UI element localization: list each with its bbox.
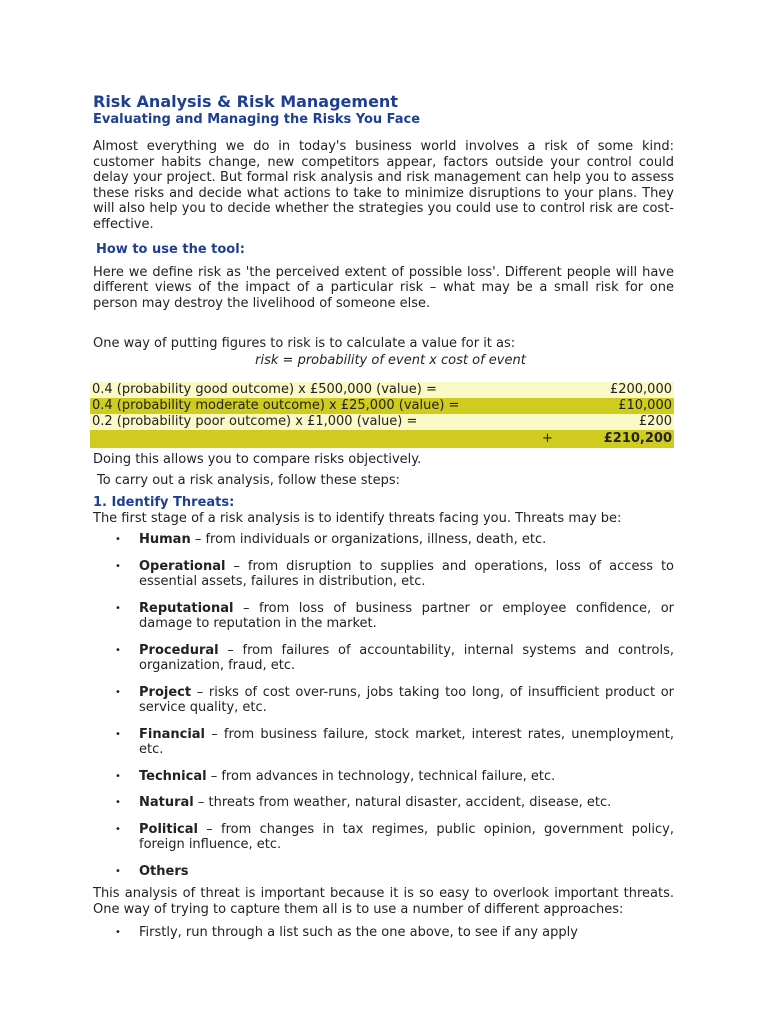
calc-row xyxy=(90,382,674,398)
threat-item xyxy=(93,601,674,632)
threat-description: – from business failure, stock market, interest rates, unemployment, etc. xyxy=(139,726,674,757)
calc-row-value: £10,000 xyxy=(618,398,672,413)
bullet-icon: • xyxy=(115,823,121,835)
bullet-icon: • xyxy=(115,797,121,808)
step1-heading: 1. Identify Threats: xyxy=(93,495,235,510)
threat-term: Project xyxy=(139,684,192,700)
threat-term: Reputational xyxy=(139,600,234,616)
calc-row-value: £200,000 xyxy=(609,382,672,397)
threat-item xyxy=(93,685,674,716)
calc-total-operator: + xyxy=(542,431,553,446)
document-content xyxy=(93,92,674,941)
threat-term: Human xyxy=(139,532,191,547)
how-to-paragraph: Here we define risk as 'the perceived extent of possible loss'. Different people will have different views of the impact of a particular risk – what may be a small risk for one person may destroy the livelihood of someone else. xyxy=(93,264,674,311)
threats-list xyxy=(93,532,674,879)
step1-text: The first stage of a risk analysis is to identify threats facing you. Threats may be: xyxy=(93,510,622,526)
bullet-icon: • xyxy=(115,770,121,782)
page-title: Risk Analysis & Risk Management xyxy=(93,92,398,111)
calc-row-label: 0.4 (probability good outcome) x £500,000 (value) = xyxy=(92,382,437,397)
formula-intro: One way of putting figures to risk is to calculate a value for it as: xyxy=(93,336,516,351)
calc-total-row xyxy=(90,430,674,448)
bullet-icon: • xyxy=(115,927,121,938)
threat-description: – risks of cost over-runs, jobs taking too long, of insufficient product or service quality, etc. xyxy=(139,684,674,715)
threat-term: Procedural xyxy=(139,642,219,658)
threat-term: Others xyxy=(139,863,189,879)
calc-row xyxy=(90,414,674,430)
threat-description: – from advances in technology, technical failure, etc. xyxy=(206,768,556,784)
threat-term: Natural xyxy=(139,795,194,810)
threat-item xyxy=(93,822,674,853)
how-to-heading: How to use the tool: xyxy=(96,242,245,257)
threat-item xyxy=(93,727,674,758)
threat-term: Political xyxy=(139,821,198,837)
calc-total-wrap xyxy=(90,430,674,448)
bullet-icon: • xyxy=(115,560,121,572)
bullet-icon: • xyxy=(115,728,121,740)
risk-calculation-table xyxy=(90,382,674,448)
threat-description: – from loss of business partner or employee confidence, or damage to reputation in the market. xyxy=(139,600,674,631)
compare-text: Doing this allows you to compare risks objectively. xyxy=(93,452,422,467)
approach-text: Firstly, run through a list such as the one above, to see if any apply xyxy=(139,925,578,940)
threat-item xyxy=(93,532,674,548)
bullet-icon: • xyxy=(115,686,121,698)
threat-description: – from disruption to supplies and operations, loss of access to essential assets, failures in distribution, etc. xyxy=(139,558,674,589)
threat-item xyxy=(93,769,674,785)
formula: risk = probability of event x cost of event xyxy=(255,352,526,368)
approaches-list xyxy=(93,925,674,941)
page-subtitle: Evaluating and Managing the Risks You Face xyxy=(93,112,421,127)
threat-description: – from changes in tax regimes, public opinion, government policy, foreign influence, etc. xyxy=(139,821,674,852)
threat-term: Financial xyxy=(139,726,206,742)
intro-paragraph: Almost everything we do in today's business world involves a risk of some kind: customer habits change, new competitors appear, factors outside your control could delay your project. But formal risk analysis and risk management can help you to assess these risks and decide what actions to take to minimize disruptions to your plans. They will also help you to decide whether the strategies you could use to control risk are cost-effective. xyxy=(93,139,674,232)
calc-row xyxy=(90,398,674,414)
bullet-icon: • xyxy=(115,644,121,656)
bullet-icon: • xyxy=(115,534,121,545)
steps-text: To carry out a risk analysis, follow these steps: xyxy=(97,472,401,488)
threat-item xyxy=(93,643,674,674)
threat-term: Technical xyxy=(139,768,207,784)
threat-item xyxy=(93,864,674,880)
calc-row-label: 0.2 (probability poor outcome) x £1,000 (value) = xyxy=(92,414,418,429)
calc-total-value: £210,200 xyxy=(603,431,672,446)
threat-description: – from failures of accountability, internal systems and controls, organization, fraud, etc. xyxy=(139,642,674,673)
threat-description: – threats from weather, natural disaster, accident, disease, etc. xyxy=(193,795,612,810)
threat-term: Operational xyxy=(139,558,226,574)
analysis-paragraph: This analysis of threat is important because it is so easy to overlook important threats. One way of trying to capture them all is to use a number of different approaches: xyxy=(93,886,674,917)
calc-row-label: 0.4 (probability moderate outcome) x £25,000 (value) = xyxy=(92,398,460,413)
bullet-icon: • xyxy=(115,865,121,877)
threat-item xyxy=(93,795,674,811)
bullet-icon: • xyxy=(115,602,121,614)
calc-row-value: £200 xyxy=(638,414,672,429)
threat-item xyxy=(93,559,674,590)
approach-item xyxy=(93,925,674,941)
threat-description: – from individuals or organizations, illness, death, etc. xyxy=(190,532,547,547)
